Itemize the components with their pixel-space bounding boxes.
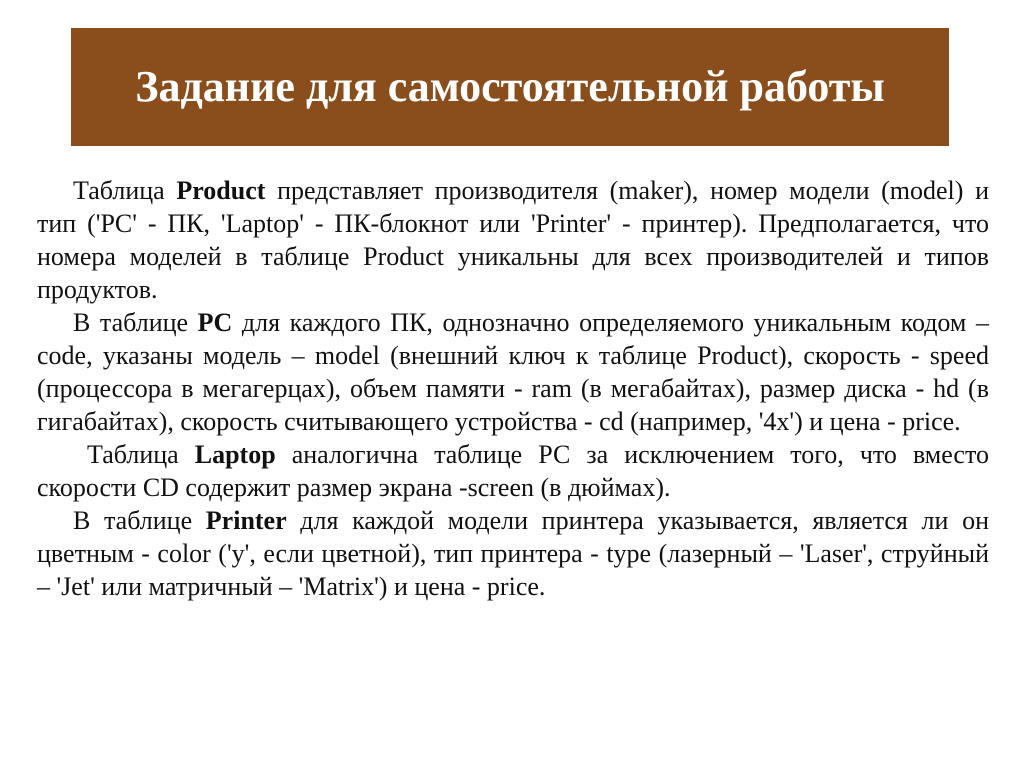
paragraph-text: аналогична таблице РС за исключением того, что вместо скорости CD содержит размер экрана -screen (в дюймах). bbox=[37, 440, 989, 502]
slide-title: Задание для самостоятельной работы bbox=[135, 62, 885, 111]
paragraph-text: для каждого ПК, однозначно определяемого уникальным кодом – code, указаны модель – model (внешний ключ к таблице Product), скорость - speed (процессора в мегагерцах), объем памяти - ram (в мегабайтах), размер диска - hd (в гигабайтах), скорость считывающего устройства - cd (например, '4x') и цена - price. bbox=[37, 308, 989, 436]
paragraph-text: Таблица bbox=[73, 176, 177, 205]
paragraph-text: В таблице bbox=[73, 308, 198, 337]
paragraph-text: Таблица bbox=[87, 440, 195, 469]
slide-body bbox=[37, 174, 989, 603]
paragraph-pc bbox=[37, 306, 989, 438]
table-name-laptop: Laptop bbox=[194, 440, 276, 469]
table-name-pc: PC bbox=[197, 308, 233, 337]
paragraph-text: В таблице bbox=[73, 506, 206, 535]
paragraph-product bbox=[37, 174, 989, 306]
paragraph-text: для каждой модели принтера указывается, является ли он цветным - color ('y', если цветной), тип принтера - type (лазерный – 'Laser', струйный – 'Jet' или матричный – 'Matrix') и цена - price. bbox=[37, 506, 989, 601]
paragraph-laptop bbox=[37, 438, 989, 504]
paragraph-text: представляет производителя (maker), номер модели (model) и тип ('PC' - ПК, 'Laptop' - ПК-блокнот или 'Printer' - принтер). Предполагается, что номера моделей в таблице Product уникальны для всех производителей и типов продуктов. bbox=[37, 176, 989, 304]
paragraph-printer bbox=[37, 504, 989, 603]
table-name-printer: Printer bbox=[205, 506, 287, 535]
title-banner bbox=[71, 28, 949, 146]
table-name-product: Product bbox=[176, 176, 266, 205]
